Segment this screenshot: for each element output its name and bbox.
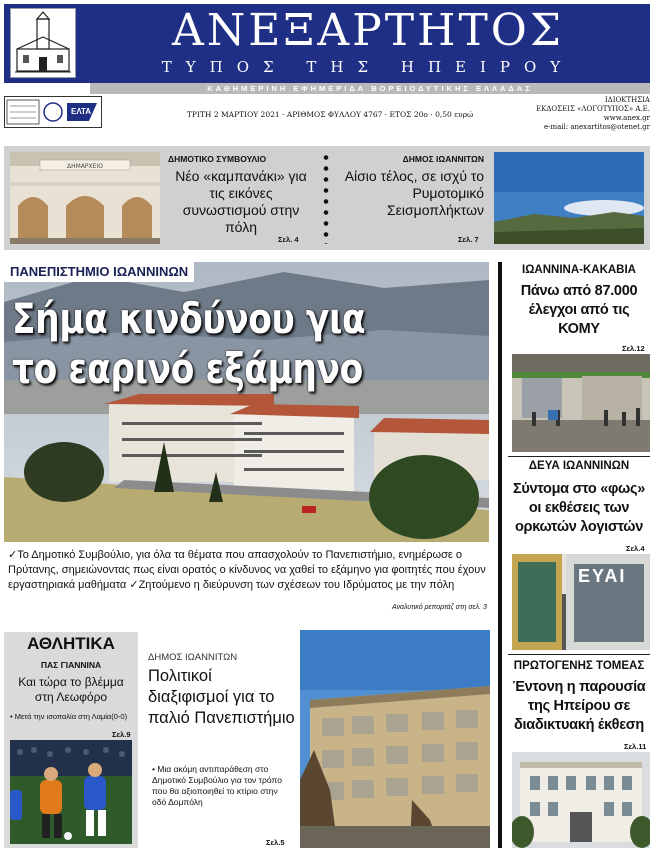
sports-page: Σελ.9: [112, 730, 131, 739]
right-2-page: Σελ.4: [626, 544, 645, 553]
owner-label: ΙΔΙΟΚΤΗΣΙΑ: [604, 96, 650, 104]
issue-info: ΤΡΙΤΗ 2 ΜΑΡΤΙΟΥ 2021 · ΑΡΙΘΜΟΣ ΦΥΛΛΟΥ 4767 · ΕΤΟΣ 20ο · 0,50 ευρώ: [186, 110, 474, 119]
border-crossing-photo: [512, 354, 650, 452]
sports-section-title: ΑΘΛΗΤΙΚΑ: [27, 634, 115, 653]
owner-block: [520, 96, 650, 132]
email-link[interactable]: e-mail: anexartitos@otenet.gr: [543, 123, 650, 131]
teaser-1-kicker: ΔΗΜΟΤΙΚΟ ΣΥΜΒΟΥΛΙΟ: [168, 154, 267, 164]
teaser-2-headline[interactable]: Αίσιο τέλος, σε ισχύ το Ρυμοτομικό Σεισμοπλήκτων: [344, 168, 484, 218]
right-1-headline[interactable]: Πάνω από 87.000 έλεγχοι από τις ΚΟΜΥ: [520, 283, 638, 337]
right-divider-2: [508, 654, 650, 655]
old-university-headline[interactable]: Πολιτικοί διαξιφισμοί για το παλιό Πανεπιστήμιο: [148, 667, 295, 727]
teaser-1-page: Σελ. 4: [278, 235, 299, 244]
sports-headline[interactable]: Και τώρα το βλέμμα στη Λεωφόρο: [18, 675, 124, 704]
postal-badges: [4, 96, 102, 128]
right-3-kicker: ΠΡΩΤΟΓΕΝΗΣ ΤΟΜΕΑΣ: [513, 660, 645, 672]
right-1-kicker: ΙΩΑΝΝΙΝΑ-ΚΑΚΑΒΙΑ: [522, 264, 636, 276]
teaser-2-page: Σελ. 7: [458, 235, 479, 244]
regional-building-photo: [512, 752, 650, 848]
website-link[interactable]: www.anex.gr: [603, 114, 650, 122]
old-university-building-photo: [300, 630, 490, 848]
masthead-subtitle: ΤΥΠΟΣ ΤΗΣ ΗΠΕΙΡΟΥ: [161, 58, 575, 76]
church-logo-icon: [11, 9, 75, 77]
landscape-photo: [494, 152, 644, 244]
right-3-page: Σελ.11: [624, 742, 647, 751]
main-story-headline[interactable]: [12, 294, 471, 394]
teaser-1-headline[interactable]: Νέο «καμπανάκι» για τις εικόνες συνωστισμού στην πόλη: [175, 168, 307, 235]
football-match-photo: [10, 740, 132, 844]
postal-seal-icon: [44, 103, 62, 121]
svg-text:ΔΗΜΑΡΧΕΙΟ: ΔΗΜΑΡΧΕΙΟ: [67, 163, 103, 170]
elta-label: ΕΛΤΑ: [71, 107, 92, 116]
sports-kicker: ΠΑΣ ΓΙΑΝΝΙΝΑ: [40, 660, 102, 670]
right-1-page: Σελ.12: [622, 344, 645, 353]
right-2-headline[interactable]: Σύντομα στο «φως» οι εκθέσεις των ορκωτών λογιστών: [512, 481, 645, 535]
right-3-headline[interactable]: Έντονη η παρουσία της Ηπείρου σε διαδικτυακή έκθεση: [512, 679, 646, 733]
right-2-kicker: ΔΕΥΑ ΙΩΑΝΝΙΝΩΝ: [528, 460, 630, 472]
town-hall-photo: [10, 152, 160, 244]
masthead-logo: [10, 8, 76, 78]
main-story-kicker: ΠΑΝΕΠΙΣΤΗΜΙΟ ΙΩΑΝΝΙΝΩΝ: [4, 262, 194, 282]
main-headline-line2: το εαρινό εξάμηνο: [12, 344, 363, 393]
main-story-page-ref: Αναλυτικό ρεπορτάζ στη σελ. 3: [392, 604, 487, 611]
masthead-strapline: ΚΑΘΗΜΕΡΙΝΗ ΕΦΗΜΕΡΙΔΑ ΒΟΡΕΙΟΔΥΤΙΚΗΣ ΕΛΛΑΔΑΣ: [90, 83, 650, 94]
main-headline-line1: Σήμα κινδύνου για: [12, 294, 366, 343]
right-divider-1: [508, 456, 650, 457]
old-university-page: Σελ.5: [266, 838, 285, 847]
old-university-kicker: ΔΗΜΟΣ ΙΩΑΝΝΙΤΩΝ: [148, 652, 238, 663]
shop-sign-text: ΕΥΑΙ: [578, 566, 627, 586]
column-divider: [498, 262, 502, 848]
sports-note: • Μετά την ισοπαλία στη Λαμία(0-0): [10, 712, 128, 721]
owner-name: ΕΚΔΟΣΕΙΣ «ΛΟΓΟΤΥΠΟΣ» Α.Ε.: [535, 105, 650, 113]
main-story-body: ✓Το Δημοτικό Συμβούλιο, για όλα τα θέματα που απασχολούν το Πανεπιστήμιο, ενημέρωσε ο Πρύτανης, σημειώνοντας πως είναι ορατός ο κίνδυνος να χαθεί το εξάμηνο για φοιτητές που έχουν εργαστηριακά μαθήματα ✓Ζητούμενο η διεύρυνση των σχέσεων του Ιδρύματος με την πόλη: [8, 549, 486, 591]
old-university-body: • Μια ακόμη αντιπαράθεση στο Δημοτικό Συμβούλιο για τον τρόπο που θα αξιοποιηθεί το κτίριο στην οδό Δομπόλη: [152, 764, 282, 807]
masthead-title: ΑΝΕΞΑΡΤΗΤΟΣ: [172, 5, 564, 56]
teaser-2-kicker: ΔΗΜΟΣ ΙΩΑΝΝΙΤΩΝ: [402, 154, 484, 164]
teaser-divider: [323, 152, 329, 244]
